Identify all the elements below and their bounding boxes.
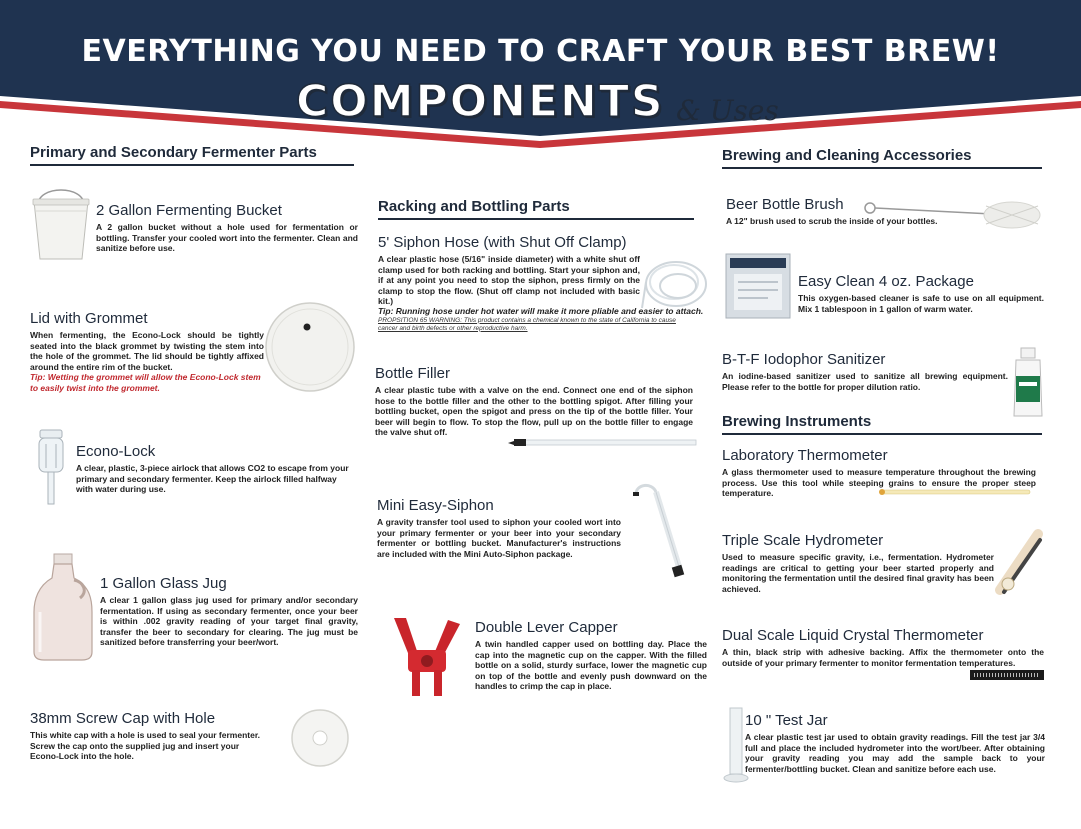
mini-siphon-title: Mini Easy-Siphon: [377, 497, 494, 514]
item-bottle-filler: [375, 365, 693, 438]
item-hydrometer: [722, 532, 994, 594]
capper-desc: A twin handled capper used on bottling day. Place the cap into the magnetic cup on the capper. With the filled bottle on a solid, sturdy surface, lower the magnetic cup on top of the bottle and evenly push downward on the handles to crimp the cap in place.: [475, 639, 707, 692]
bottle-filler-desc: A clear plastic tube with a valve on the end. Connect one end of the siphon hose to the bottle filler and the other to the bottling spigot. After filling your bottling bucket, open the spigot and press on the tip of the bottle filler. Your beer will begin to flow. To stop the flow, pull up on the bottle filler to engage the valve shut off.: [375, 385, 693, 438]
test-jar-desc: A clear plastic test jar used to obtain gravity readings. Fill the test jar 3/4 full and place the included hydrometer into the wort/beer. After obtaining your gravity reading you may add the sample back to your fermenter/bottling bucket. Clean and sanitize before each use.: [745, 732, 1045, 774]
header-banner: [0, 0, 1081, 150]
lid-desc: When fermenting, the Econo-Lock should be tightly seated into the black grommet by twisting the stem into the hole of the grommet. The lid should be tightly affixed around the entire rim of the bucket.: [30, 330, 264, 372]
bucket-desc: A 2 gallon bucket without a hole used for fermentation or bottling. Transfer your cooled wort into the fermenter. Clean and sanitize before use.: [96, 222, 358, 254]
item-lid: [30, 310, 264, 394]
glass-jug-image: [30, 552, 96, 662]
banner-subtitle: COMPONENTS: [296, 76, 665, 127]
screw-cap-desc: This white cap with a hole is used to seal your fermenter. Screw the cap onto the supplied jug and insert your Econo-Lock into the hole.: [30, 730, 261, 762]
lc-thermometer-strip-image: [970, 670, 1044, 680]
iodophor-desc: An iodine-based sanitizer used to sanitize all brewing equipment. Please refer to the bottle for proper dilution ratio.: [722, 371, 1008, 392]
item-econolock: [76, 443, 356, 495]
item-glass-jug: [100, 575, 358, 648]
banner-background: [0, 0, 1081, 150]
easy-clean-title: Easy Clean 4 oz. Package: [798, 273, 974, 290]
hydrometer-desc: Used to measure specific gravity, i.e., fermentation. Hydrometer readings are critical to getting your beer started properly and monitoring the fermentation until the desired final gravity has been achieved.: [722, 552, 994, 594]
bucket-image: [30, 183, 92, 263]
bucket-title: 2 Gallon Fermenting Bucket: [96, 202, 282, 219]
lab-thermometer-title: Laboratory Thermometer: [722, 447, 888, 464]
section-racking-heading: Racking and Bottling Parts: [378, 198, 694, 220]
easy-clean-image: [724, 252, 792, 320]
lid-title: Lid with Grommet: [30, 310, 148, 327]
econolock-title: Econo-Lock: [76, 443, 156, 460]
lab-thermometer-desc: A glass thermometer used to measure temperature throughout the brewing process. Use this tool while steeping grains to ensure the proper steep temperature.: [722, 467, 1036, 499]
test-jar-title: 10 " Test Jar: [745, 712, 828, 729]
prop65-warning: PROPSITION 65 WARNING: This product contains a chemical known to the state of California to cause cancer and birth defects or other reproductive harm.: [378, 316, 676, 332]
iodophor-bottle-image: [1010, 346, 1046, 420]
section-brewing-cleaning-heading: Brewing and Cleaning Accessories: [722, 147, 1042, 169]
lid-tip: Tip: Wetting the grommet will allow the Econo-Lock stem to easily twist into the grommet.: [30, 372, 261, 393]
item-bucket: [96, 202, 358, 254]
bottle-brush-desc: A 12" brush used to scrub the inside of your bottles.: [726, 216, 938, 226]
iodophor-title: B-T-F Iodophor Sanitizer: [722, 351, 886, 368]
item-capper: [475, 619, 707, 692]
item-screw-cap: [30, 710, 270, 762]
siphon-hose-tip: Tip: Running hose under hot water will make it more pliable and easier to attach.: [378, 306, 704, 316]
bottle-brush-title: Beer Bottle Brush: [726, 196, 844, 213]
banner-title: EVERYTHING YOU NEED TO CRAFT YOUR BEST BREW!: [81, 34, 1000, 69]
siphon-hose-image: [640, 252, 710, 314]
lab-thermometer-image: [878, 487, 1034, 497]
item-iodophor: [722, 351, 1008, 392]
siphon-hose-desc: A clear plastic hose (5/16" inside diameter) with a white shut off clamp used for both racking and bottling. Start your siphon and, if at any point you need to stop the siphon, press firmly on the clamp to stop the flow. (Shut off clamp not included with basic kit.): [378, 254, 640, 307]
mini-siphon-desc: A gravity transfer tool used to siphon your cooled wort into your primary fermenter or your beer into your secondary fermenter or bottling bucket. Manufacturer's instructions are included with the Mini Auto-Siphon package.: [377, 517, 621, 559]
item-easy-clean: [798, 273, 1044, 314]
item-lc-thermometer: [722, 627, 1044, 668]
easy-clean-desc: This oxygen-based cleaner is safe to use on all equipment. Mix 1 tablespoon in 1 gallon of warm water.: [798, 293, 1044, 314]
screw-cap-title: 38mm Screw Cap with Hole: [30, 710, 216, 727]
lc-thermometer-desc: A thin, black strip with adhesive backing. Affix the thermometer onto the outside of your primary fermenter to monitor fermentation temperatures.: [722, 647, 1044, 668]
item-test-jar: [745, 712, 1045, 774]
lid-image: [264, 301, 356, 393]
econolock-image: [34, 428, 68, 508]
item-siphon-hose: [378, 234, 640, 307]
banner-subtitle-small: & Uses: [676, 94, 779, 127]
siphon-hose-title: 5' Siphon Hose (with Shut Off Clamp): [378, 234, 627, 251]
bottle-filler-title: Bottle Filler: [375, 365, 451, 382]
screw-cap-image: [290, 708, 350, 768]
hydrometer-image: [994, 528, 1044, 596]
item-mini-siphon: [377, 497, 621, 559]
econolock-desc: A clear, plastic, 3-piece airlock that allows CO2 to escape from your primary and secondary fermenter. Keep the airlock filled halfway with water during use.: [76, 463, 349, 495]
item-siphon-hose-notes: [378, 306, 708, 333]
capper-image: [386, 614, 468, 700]
section-instruments-heading: Brewing Instruments: [722, 413, 1042, 435]
lc-thermometer-title: Dual Scale Liquid Crystal Thermometer: [722, 627, 984, 644]
glass-jug-title: 1 Gallon Glass Jug: [100, 575, 227, 592]
capper-title: Double Lever Capper: [475, 619, 618, 636]
bottle-brush-image: [862, 196, 1042, 232]
glass-jug-desc: A clear 1 gallon glass jug used for primary and/or secondary fermentation. If using as secondary fermenter, once your beer is within .002 gravity reading of your target final gravity, transfer the beer to secondary for clearing. The jug must be sanitized before transferring your beer/wort.: [100, 595, 358, 648]
section-primary-heading: Primary and Secondary Fermenter Parts: [30, 144, 354, 166]
bottle-filler-image: [508, 434, 698, 452]
hydrometer-title: Triple Scale Hydrometer: [722, 532, 884, 549]
mini-siphon-image: [622, 480, 692, 582]
